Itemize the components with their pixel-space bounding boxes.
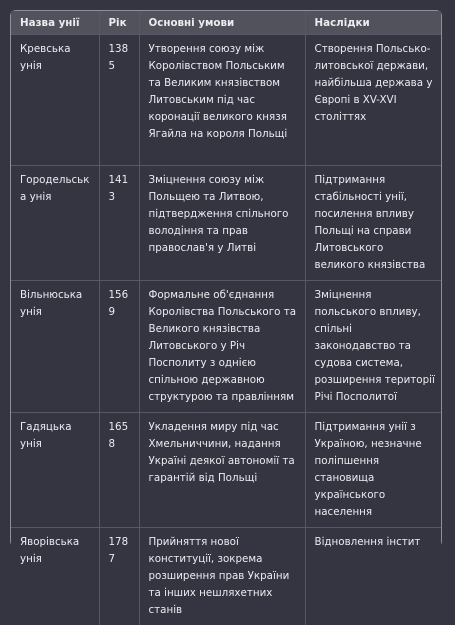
cell-year: 1385: [99, 35, 139, 166]
cell-terms: Формальне об'єднання Королівства Польського та Великого князівства Литовського у Річ Посполиту з однією спільною державною структурою та правлінням: [139, 281, 305, 413]
cell-consequences: Створення Польсько-литовської держави, найбільша держава у Європі в XV-XVI століттях: [305, 35, 441, 166]
cell-name: Яворівська унія: [11, 528, 99, 625]
table-row: [11, 35, 441, 166]
unions-table: [11, 11, 441, 625]
cell-year: 1413: [99, 166, 139, 281]
header-terms: Основні умови: [139, 11, 305, 35]
cell-name: Гадяцька унія: [11, 413, 99, 528]
header-year: Рік: [99, 11, 139, 35]
table-header: [11, 11, 441, 35]
cell-name: Кревська унія: [11, 35, 99, 166]
cell-name: Вільнюська унія: [11, 281, 99, 413]
cell-consequences: Зміцнення польського впливу, спільні законодавство та судова система, розширення території Річі Посполитої: [305, 281, 441, 413]
cell-terms: Укладення миру під час Хмельниччини, надання Україні деякої автономії та гарантій від Польщі: [139, 413, 305, 528]
table-body: [11, 35, 441, 625]
cell-terms: Утворення союзу між Королівством Польським та Великим князівством Литовським під час коронації великого князя Ягайла на короля Польщі: [139, 35, 305, 166]
table-row: [11, 166, 441, 281]
table-row: [11, 281, 441, 413]
cell-consequences: Підтримання унії з Україною, незначне поліпшення становища українського населення: [305, 413, 441, 528]
header-consequences: Наслідки: [305, 11, 441, 35]
cell-name: Городельська унія: [11, 166, 99, 281]
cell-year: 1569: [99, 281, 139, 413]
cell-year: 1658: [99, 413, 139, 528]
cell-year: 1787: [99, 528, 139, 625]
header-name: Назва унії: [11, 11, 99, 35]
table-row: [11, 528, 441, 625]
cell-consequences: Відновлення інстит: [305, 528, 441, 625]
cell-terms: Зміцнення союзу між Польщею та Литвою, підтвердження спільного володіння та прав православ'я у Литві: [139, 166, 305, 281]
table-row: [11, 413, 441, 528]
data-table-container: [10, 10, 442, 547]
cell-terms: Прийняття нової конституції, зокрема розширення прав України та інших нешляхетних станів: [139, 528, 305, 625]
cell-consequences: Підтримання стабільності унії, посилення впливу Польщі на справи Литовського великого князівства: [305, 166, 441, 281]
header-row: [11, 11, 441, 35]
